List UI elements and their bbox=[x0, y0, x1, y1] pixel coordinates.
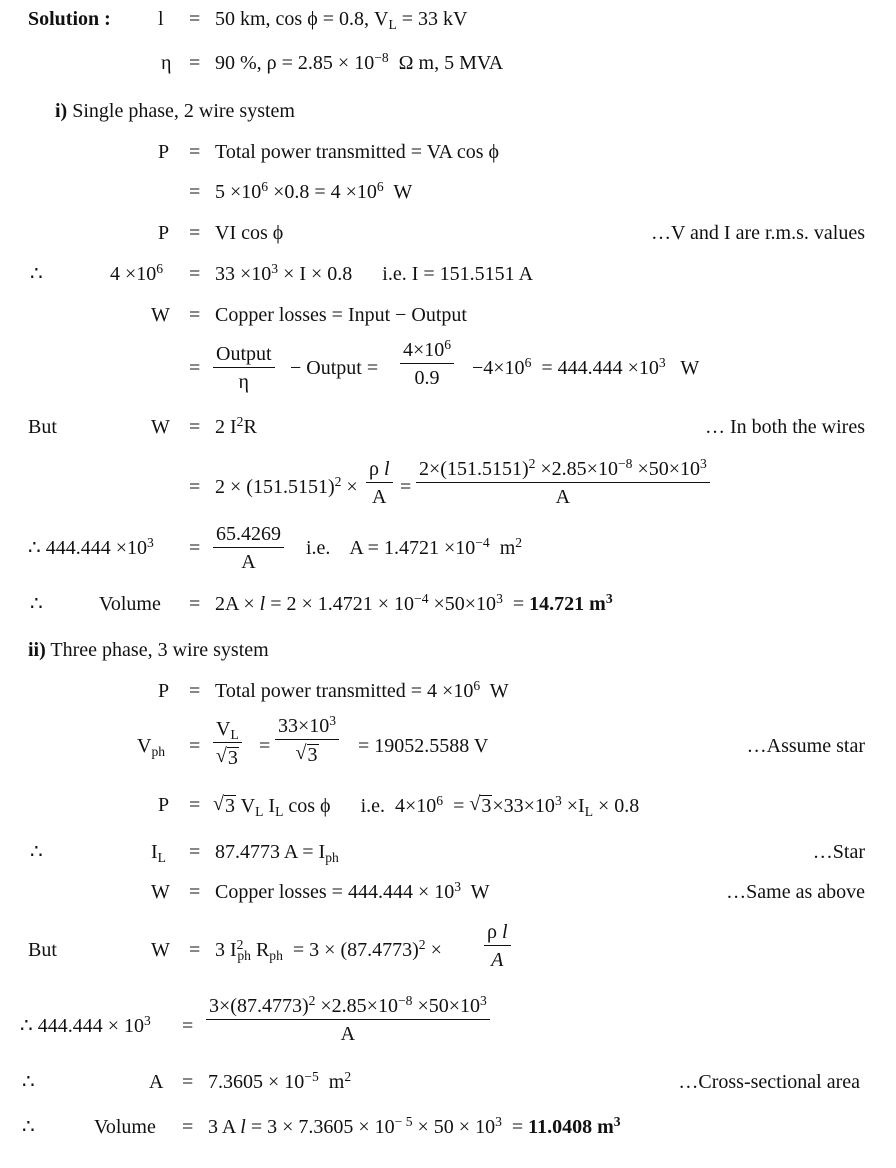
equals-sign: = bbox=[189, 416, 201, 438]
solution-heading: Solution : bbox=[28, 8, 111, 30]
equals-sign: = bbox=[189, 222, 201, 244]
p2-power-symbol-2: P bbox=[158, 794, 170, 816]
equals-sign: = bbox=[189, 939, 201, 961]
therefore-symbol: ∴ bbox=[30, 263, 43, 285]
p1-current-lhs: $4 \times 10^6$ bbox=[110, 260, 164, 285]
p2-area-lhs: ∴ $444.444 \times 10^3$ bbox=[20, 1012, 151, 1037]
equals-sign: = bbox=[259, 735, 271, 757]
given-efficiency-symbol: η bbox=[161, 52, 172, 74]
p2-loss-expression: 3 $I^2_{ph}$ $R_{ph} = 3 \times (87.4773)^2$ × bbox=[215, 936, 442, 963]
p2-loss-symbol: W bbox=[151, 881, 170, 903]
equals-sign: = bbox=[189, 476, 201, 498]
p1-resistance-fraction: $\frac{\text{ρ l}}{A}$ bbox=[366, 459, 393, 507]
equals-sign: = bbox=[189, 537, 201, 559]
p1-loss-symbol: W bbox=[151, 304, 170, 326]
p1-resistance-full-fraction: $\frac{2\times(151.5151)^2 \times 2.85\times 10^{-8} \times 50\times 10^3}{A}$ bbox=[416, 459, 710, 507]
p2-power-expression: √ 3 $V_L$ $I_L$ cos ϕ i.e. $4\times 10^6$ = √ $3\times 33\times 10^3 \times I_L \times 0.8$ bbox=[213, 795, 639, 817]
p2-star-connection-note: …Star bbox=[812, 841, 865, 863]
p1-rms-note: …V and I are r.m.s. values bbox=[650, 222, 865, 244]
p1-both-wires-note: … In both the wires bbox=[705, 416, 865, 438]
p1-loss-definition: Copper losses = Input − Output bbox=[215, 304, 467, 326]
p1-power-symbol: P bbox=[158, 141, 170, 163]
p2-loss-definition: Copper losses = $444.444 \times 10^3$ W bbox=[215, 878, 490, 903]
equals-sign: = bbox=[189, 593, 201, 615]
p2-power-definition: Total power transmitted = $4 \times 10^6$ W bbox=[215, 677, 509, 702]
p2-same-as-above-note: …Same as above bbox=[726, 881, 865, 903]
equals-sign: = bbox=[189, 52, 201, 74]
p2-loss-symbol-2: W bbox=[151, 939, 170, 961]
p1-area-lhs: ∴ $444.444 \times 10^3$ bbox=[28, 534, 154, 559]
p2-power-symbol: P bbox=[158, 680, 170, 702]
p2-phase-voltage-symbol: $V_{ph}$ bbox=[137, 735, 166, 759]
equals-sign: = bbox=[182, 1071, 194, 1093]
p1-area-fraction: $\frac{65.4269}{A}$ bbox=[213, 524, 284, 572]
equals-sign: = bbox=[189, 304, 201, 326]
equals-sign: = bbox=[400, 476, 412, 498]
part-1-heading: i) Single phase, 2 wire system bbox=[55, 100, 295, 122]
p2-vph-result: = 19052.5588 V bbox=[358, 735, 489, 757]
p2-volume-label: Volume bbox=[94, 1116, 156, 1138]
equals-sign: = bbox=[182, 1015, 194, 1037]
but-label: But bbox=[28, 939, 57, 961]
p2-area-result: $7.3605 \times 10^{-5}$ $m^2$ bbox=[208, 1068, 352, 1093]
equals-sign: = bbox=[189, 794, 201, 816]
therefore-symbol: ∴ bbox=[30, 593, 43, 615]
p2-vph-fraction-1: $V_L$ √ 3 bbox=[213, 719, 242, 769]
therefore-symbol: ∴ bbox=[30, 841, 43, 863]
equals-sign: = bbox=[189, 8, 201, 30]
p1-loss-mid: − Output = bbox=[290, 357, 379, 379]
given-length-symbol: l bbox=[158, 8, 164, 30]
p1-loss-result: $-4\times 10^6 = 444.444 \times 10^3$ W bbox=[472, 354, 700, 379]
p2-star-note: …Assume star bbox=[746, 735, 865, 757]
p2-cross-section-note: …Cross-sectional area bbox=[678, 1071, 860, 1093]
p2-area-symbol: A bbox=[149, 1071, 164, 1093]
equals-sign: = bbox=[189, 841, 201, 863]
p1-volume-result: $2A \times l = 2 \times 1.4721 \times 10^{-4} \times 50\times 10^3 = 14.721$ $m^3$ bbox=[215, 590, 613, 615]
equals-sign: = bbox=[189, 680, 201, 702]
p2-area-fraction: $\frac{3\times(87.4773)^2 \times 2.85\times 10^{-8} \times 50\times 10^3}{A}$ bbox=[206, 996, 490, 1044]
therefore-symbol: ∴ bbox=[22, 1071, 35, 1093]
p2-volume-result: 3 A $l = 3 \times 7.3605 \times 10^{- 5} \times 50 \times 10^3 = 11.0408$ $m^3$ bbox=[208, 1113, 621, 1138]
equals-sign: = bbox=[182, 1116, 194, 1138]
p1-power-calc: $5 \times 10^6 \times 0.8 = 4 \times 10^6$ W bbox=[215, 178, 413, 203]
p1-current-calc: $33 \times 10^3 \times I \times 0.8$ i.e. I = 151.5151 A bbox=[215, 260, 534, 285]
p1-power-definition: Total power transmitted = VA cos ϕ bbox=[215, 141, 500, 163]
p1-loss-i2r: 2 $I^2R$ bbox=[215, 413, 257, 438]
but-label: But bbox=[28, 416, 57, 438]
p2-loss-fraction: $\frac{\text{ρ l}}{A}$ bbox=[484, 922, 511, 970]
p1-power-symbol-2: P bbox=[158, 222, 170, 244]
equals-sign: = bbox=[189, 357, 201, 379]
equals-sign: = bbox=[189, 263, 201, 285]
given-line-2: 90 %, $\rho = 2.85 \times 10^{-8}$ Ω m, 5 MVA bbox=[215, 49, 504, 74]
p1-volume-label: Volume bbox=[99, 593, 161, 615]
p1-power-vi: VI cos ϕ bbox=[215, 222, 284, 244]
p1-resistance-expr: $2 \times (151.5151)^2$ × bbox=[215, 473, 358, 498]
equals-sign: = bbox=[189, 181, 201, 203]
given-line-1: 50 km, cos ϕ = 0.8, $V_L = 33$ kV bbox=[215, 8, 468, 32]
p1-area-result: i.e. $A = 1.4721 \times 10^{-4}$ $m^2$ bbox=[306, 534, 523, 559]
equals-sign: = bbox=[189, 141, 201, 163]
equals-sign: = bbox=[189, 735, 201, 757]
part-2-heading: ii) Three phase, 3 wire system bbox=[28, 639, 269, 661]
p2-line-current-symbol: $I_L$ bbox=[151, 841, 166, 865]
p2-line-current-result: 87.4773 $A = I_{ph}$ bbox=[215, 841, 339, 865]
equals-sign: = bbox=[189, 881, 201, 903]
p1-loss-symbol-2: W bbox=[151, 416, 170, 438]
therefore-symbol: ∴ bbox=[22, 1116, 35, 1138]
p1-loss-fraction-input: $\frac{4\times 10^6}{0.9}$ bbox=[400, 340, 454, 388]
p2-vph-fraction-2: $33\times 10^3$ √ 3 bbox=[275, 716, 339, 766]
p1-loss-fraction-output: Output η bbox=[213, 344, 275, 392]
